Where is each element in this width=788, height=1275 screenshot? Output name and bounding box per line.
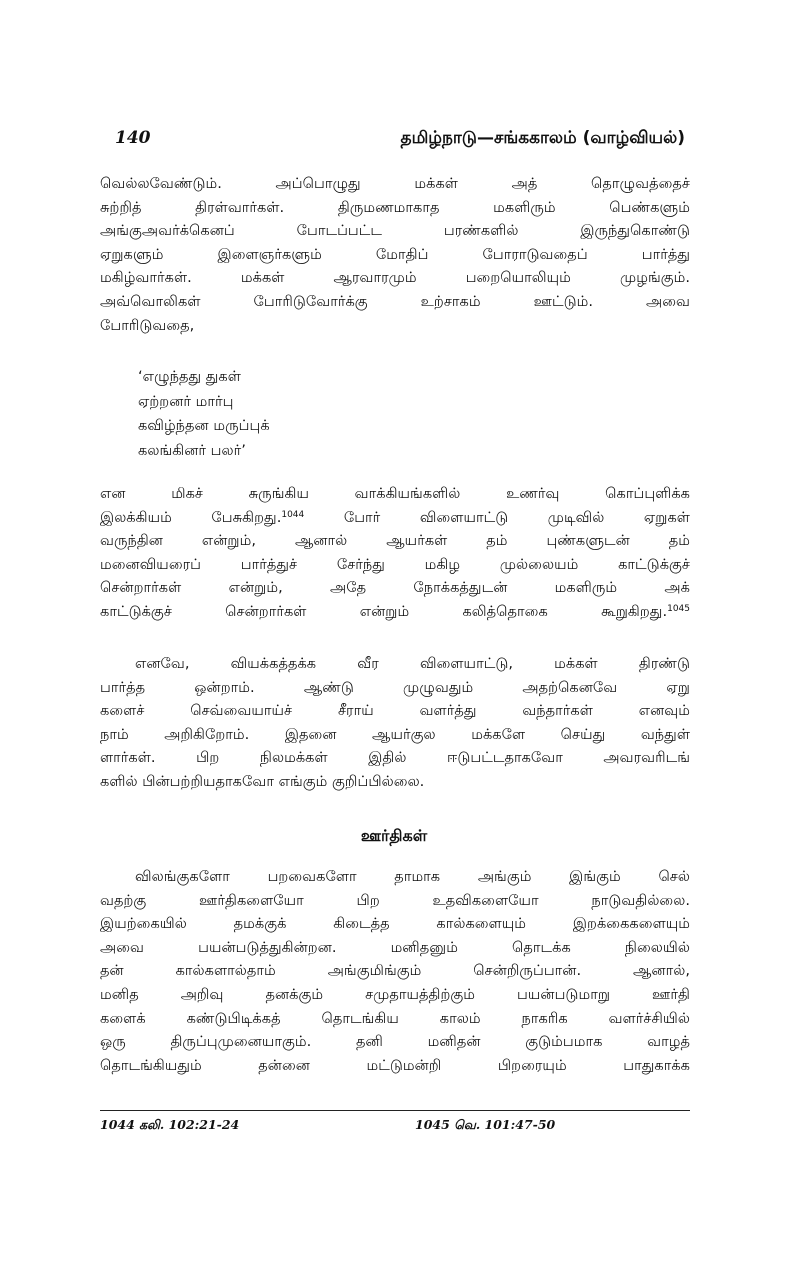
text-line: சுற்றித் திரள்வார்கள். திருமணமாகாத மகளிரும் பெண்களும் bbox=[100, 198, 690, 216]
footnote-ref-1045: 1045 bbox=[667, 603, 690, 614]
text-line: ஏறுகளும் இளைஞர்களும் மோதிப் போராடுவதைப் பார்த்து bbox=[100, 245, 690, 263]
text-line: அங்குஅவர்க்கெனப் போடப்பட்ட பரண்களில் இருந்துகொண்டு bbox=[100, 222, 690, 240]
text-line: களைக் கண்டுபிடிக்கத் தொடங்கிய காலம் நாகரிக வளர்ச்சியில் bbox=[100, 1009, 690, 1027]
paragraph-4 bbox=[100, 865, 690, 1077]
footnote-ref-1044: 1044 bbox=[281, 509, 305, 520]
text-line: இயற்கையில் தமக்குக் கிடைத்த கால்களையும் இறக்கைகளையும் bbox=[100, 915, 690, 933]
text-line: ஒரு திருப்புமுனையாகும். தனி மனிதன் குடும்பமாக வாழத் bbox=[100, 1033, 690, 1051]
text-span: இலக்கியம் பேசுகிறது. bbox=[100, 508, 282, 526]
verse-line: கவிழ்ந்தன மருப்புக் bbox=[138, 417, 270, 434]
text-line: மனித அறிவு தனக்கும் சமுதாயத்திற்கும் பயன்படுமாறு ஊர்தி bbox=[100, 985, 690, 1003]
footnote-divider bbox=[100, 1110, 690, 1111]
text-line: களில் பின்பற்றியதாகவோ எங்கும் குறிப்பில்லை. bbox=[100, 772, 425, 790]
text-line: ளார்கள். பிற நிலமக்கள் இதில் ஈடுபட்டதாகவோ அவரவரிடங் bbox=[100, 749, 690, 767]
text-line bbox=[100, 506, 690, 530]
text-line: தொடங்கியதும் தன்னை மட்டுமன்றி பிறரையும் பாதுகாக்க bbox=[100, 1056, 690, 1074]
verse-quote bbox=[138, 365, 270, 463]
text-line: அவ்வொலிகள் போரிடுவோர்க்கு உற்சாகம் ஊட்டும். அவை bbox=[100, 292, 690, 310]
verse-line: ‘எழுந்தது துகள் bbox=[138, 368, 241, 385]
footnote-1044: 1044 கலி. 102:21-24 bbox=[100, 1117, 240, 1132]
section-heading: ஊர்திகள் bbox=[360, 826, 428, 845]
text-line: மனைவியரைப் பார்த்துச் சேர்ந்து மகிழ முல்லையம் காட்டுக்குச் bbox=[100, 555, 690, 573]
paragraph-1 bbox=[100, 172, 690, 337]
text-line: களைச் செவ்வையாய்ச் சீராய் வளர்த்து வந்தார்கள் எனவும் bbox=[100, 702, 690, 720]
paragraph-2 bbox=[100, 482, 690, 624]
text-span: போர் விளையாட்டு முடிவில் ஏறுகள் bbox=[304, 508, 690, 526]
text-line: விலங்குகளோ பறவைகளோ தாமாக அங்கும் இங்கும் செல் bbox=[135, 868, 690, 885]
text-line bbox=[100, 600, 690, 624]
text-line: அவை பயன்படுத்துகின்றன. மனிதனும் தொடக்க நிலையில் bbox=[100, 938, 690, 956]
text-line: வதற்கு ஊர்திகளையோ பிற உதவிகளையோ நாடுவதில்லை. bbox=[100, 891, 690, 909]
text-span: காட்டுக்குச் சென்றார்கள் என்றும் கலித்தொகை கூறுகிறது. bbox=[100, 602, 668, 620]
verse-line: கலங்கினர் பலர்’ bbox=[138, 441, 246, 459]
page-header bbox=[115, 128, 685, 158]
text-line: தன் கால்களால்தாம் அங்குமிங்கும் சென்றிருப்பான். ஆனால், bbox=[100, 962, 690, 980]
text-line: எனவே, வியக்கத்தக்க வீர விளையாட்டு, மக்கள் திரண்டு bbox=[135, 655, 690, 672]
text-line: மகிழ்வார்கள். மக்கள் ஆரவாரமும் பறையொலியும் முழங்கும். bbox=[100, 269, 690, 287]
verse-line: ஏற்றனர் மார்பு bbox=[138, 392, 234, 410]
text-line: வருந்தின என்றும், ஆனால் ஆயர்கள் தம் புண்களுடன் தம் bbox=[100, 532, 690, 550]
text-line: நாம் அறிகிறோம். இதனை ஆயர்குல மக்களே செய்து வந்துள் bbox=[100, 725, 690, 743]
text-line: என மிகச் சுருங்கிய வாக்கியங்களில் உணர்வு கொப்புளிக்க bbox=[100, 485, 690, 502]
page-number: 140 bbox=[115, 128, 151, 148]
paragraph-3 bbox=[100, 652, 690, 794]
text-line: போரிடுவதை, bbox=[100, 316, 195, 334]
running-title: தமிழ்நாடு—சங்ககாலம் (வாழ்வியல்) bbox=[400, 128, 685, 148]
footnote-1045: 1045 வெ. 101:47-50 bbox=[415, 1117, 556, 1132]
text-line: சென்றார்கள் என்றும், அதே நோக்கத்துடன் மகளிரும் அக் bbox=[100, 579, 690, 597]
text-line: பார்த்த ஒன்றாம். ஆண்டு முழுவதும் அதற்கெனவே ஏறு bbox=[100, 678, 690, 696]
text-line: வெல்லவேண்டும். அப்பொழுது மக்கள் அத் தொழுவத்தைச் bbox=[100, 175, 690, 192]
